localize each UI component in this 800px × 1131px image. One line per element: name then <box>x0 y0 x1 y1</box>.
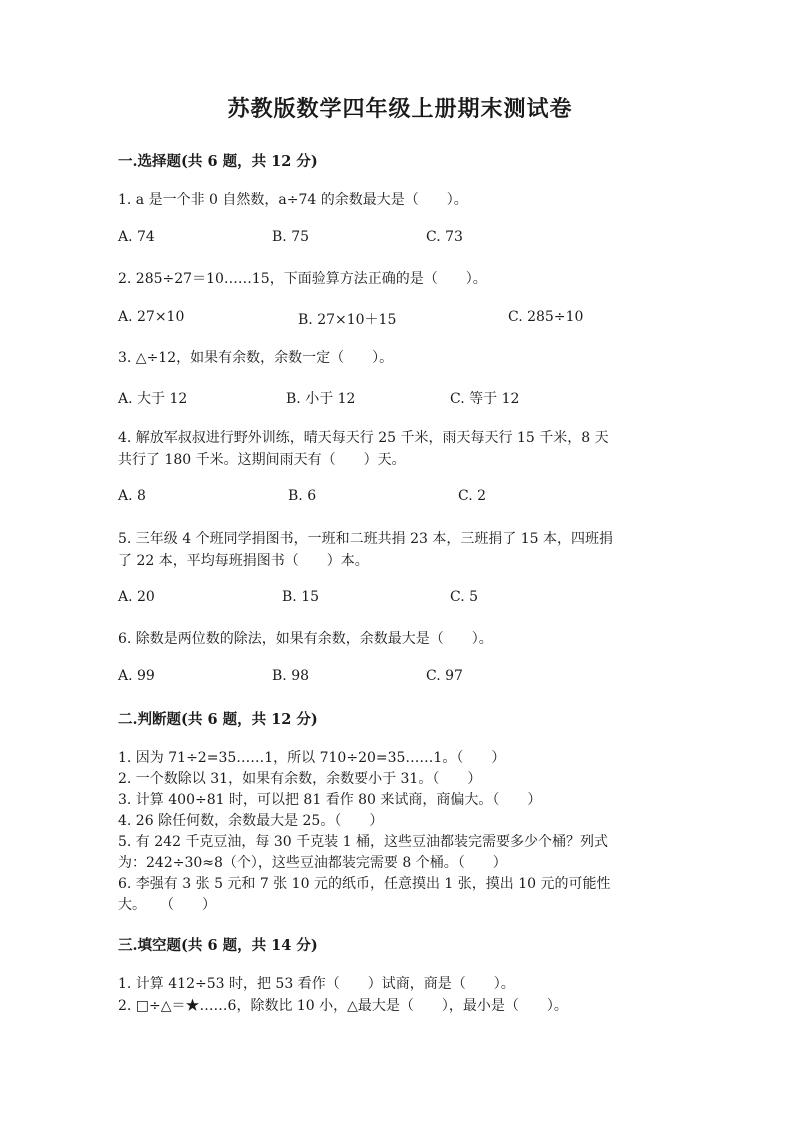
question-line: 3. △÷12，如果有余数，余数一定（ ）。 <box>118 350 394 366</box>
question-line: 4. 解放军叔叔进行野外训练，晴天每天行 25 千米，雨天每天行 15 千米，8 天 <box>118 430 609 446</box>
option-c: C. 73 <box>426 229 463 245</box>
option-b: B. 小于 12 <box>286 391 356 407</box>
judgement-line: 1. 因为 71÷2=35……1，所以 710÷20=35……1。（ ） <box>118 750 506 766</box>
option-c: C. 等于 12 <box>450 391 520 407</box>
option-b: B. 6 <box>288 488 317 504</box>
section-heading-choice: 一.选择题(共 6 题，共 12 分) <box>118 153 318 170</box>
option-c: C. 285÷10 <box>508 309 584 325</box>
option-c: C. 5 <box>450 589 479 605</box>
option-a: A. 20 <box>118 589 155 605</box>
question-line: 2. 285÷27＝10……15，下面验算方法正确的是（ ）。 <box>118 271 487 287</box>
judgement-line: 4. 26 除任何数，余数最大是 25。（ ） <box>118 813 384 829</box>
option-c: C. 2 <box>458 488 487 504</box>
judgement-line: 为：242÷30≈8（个），这些豆油都装完需要 8 个桶。（ ） <box>118 855 507 871</box>
judgement-line: 大。 （ ） <box>118 897 216 913</box>
option-a: A. 74 <box>118 229 155 245</box>
option-a: A. 8 <box>118 488 146 504</box>
option-b: B. 27×10＋15 <box>298 312 397 328</box>
question-line: 共行了 180 千米。这期间雨天有（ ）天。 <box>118 452 406 468</box>
page-title: 苏教版数学四年级上册期末测试卷 <box>227 96 573 122</box>
option-b: B. 98 <box>272 668 310 684</box>
option-a: A. 27×10 <box>118 309 185 325</box>
judgement-line: 3. 计算 400÷81 时，可以把 81 看作 80 来试商，商偏大。（ ） <box>118 792 542 808</box>
question-line: 5. 三年级 4 个班同学捐图书，一班和二班共捐 23 本，三班捐了 15 本，四班捐 <box>118 531 614 547</box>
option-b: B. 15 <box>282 589 320 605</box>
option-b: B. 75 <box>272 229 310 245</box>
section-heading-judgement: 二.判断题(共 6 题，共 12 分) <box>118 711 318 728</box>
option-a: A. 大于 12 <box>118 391 188 407</box>
question-line: 了 22 本，平均每班捐图书（ ）本。 <box>118 553 369 569</box>
question-line: 1. a 是一个非 0 自然数，a÷74 的余数最大是（ ）。 <box>118 192 468 208</box>
fill-blank-line: 2. □÷△＝★……6，除数比 10 小，△最大是（ ），最小是（ ）。 <box>118 998 568 1014</box>
fill-blank-line: 1. 计算 412÷53 时，把 53 看作（ ）试商，商是（ ）。 <box>118 976 515 992</box>
judgement-line: 2. 一个数除以 31，如果有余数，余数要小于 31。（ ） <box>118 771 482 787</box>
judgement-line: 6. 李强有 3 张 5 元和 7 张 10 元的纸币，任意摸出 1 张，摸出 10 元的可能性 <box>118 876 611 892</box>
question-line: 6. 除数是两位数的除法，如果有余数，余数最大是（ ）。 <box>118 631 493 647</box>
judgement-line: 5. 有 242 千克豆油，每 30 千克装 1 桶，这些豆油都装完需要多少个桶？列式 <box>118 834 608 850</box>
section-heading-fill-blank: 三.填空题(共 6 题，共 14 分) <box>118 937 318 954</box>
option-c: C. 97 <box>426 668 463 684</box>
option-a: A. 99 <box>118 668 155 684</box>
